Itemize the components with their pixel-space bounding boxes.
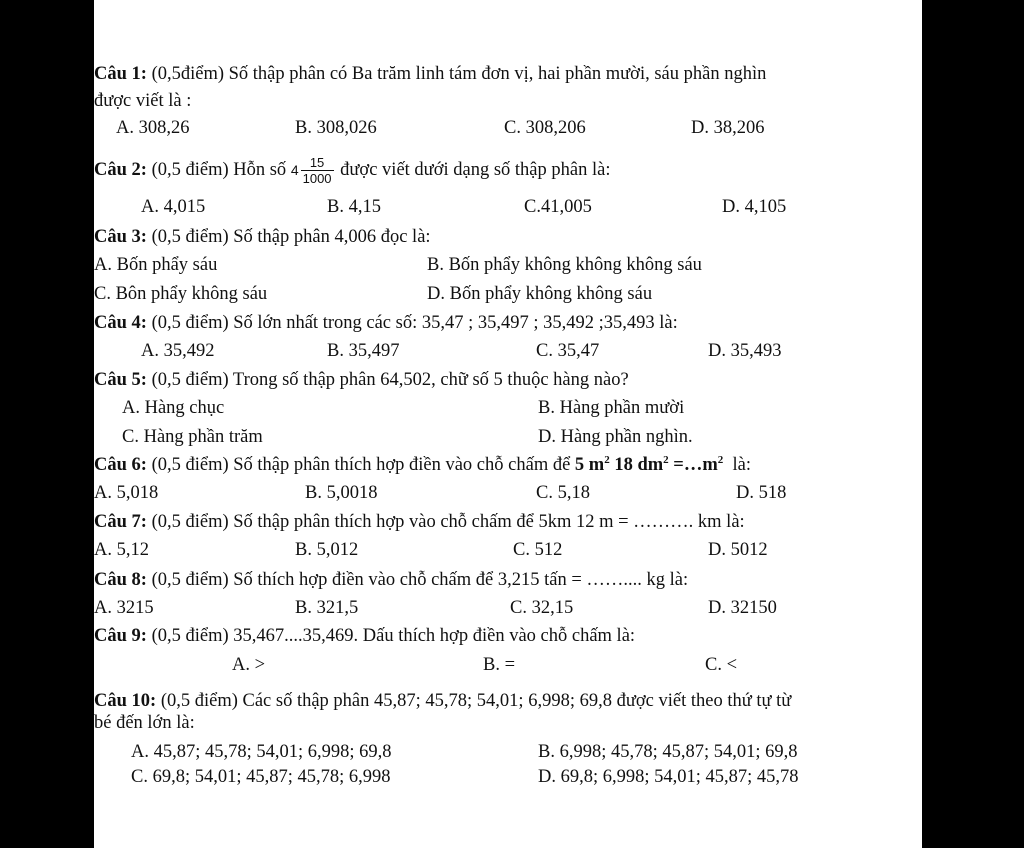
q2-option-b[interactable]: B. 4,15 bbox=[327, 197, 381, 217]
q3-option-c[interactable]: C. Bôn phẩy không sáu bbox=[94, 284, 268, 304]
question-9-text: (0,5 điểm) 35,467....35,469. Dấu thích hợp điền vào chỗ chấm là: bbox=[151, 626, 636, 646]
expr-sup-b: 2 bbox=[663, 453, 669, 466]
question-10-label: Câu 10: bbox=[94, 691, 157, 711]
q9-option-b[interactable]: B. = bbox=[483, 655, 516, 675]
fraction-numerator: 15 bbox=[301, 155, 334, 171]
q1-option-a[interactable]: A. 308,26 bbox=[116, 118, 190, 138]
worksheet-page bbox=[94, 0, 922, 848]
mixed-number-whole: 4 bbox=[290, 161, 299, 178]
question-4 bbox=[94, 312, 678, 334]
question-8-text: (0,5 điểm) Số thích hợp điền vào chỗ chấm để 3,215 tấn = …….... kg là: bbox=[151, 570, 689, 590]
question-1 bbox=[94, 63, 766, 85]
q4-option-c[interactable]: C. 35,47 bbox=[536, 341, 600, 361]
q6-option-d[interactable]: D. 518 bbox=[736, 483, 787, 503]
question-2 bbox=[94, 155, 610, 186]
q5-option-b[interactable]: B. Hàng phần mười bbox=[538, 398, 685, 418]
q10-option-b[interactable]: B. 6,998; 45,78; 45,87; 54,01; 69,8 bbox=[538, 742, 798, 762]
question-1-label: Câu 1: bbox=[94, 64, 147, 84]
q4-option-b[interactable]: B. 35,497 bbox=[327, 341, 400, 361]
question-1-text: (0,5điểm) Số thập phân có Ba trăm linh tám đơn vị, hai phần mười, sáu phần nghìn bbox=[151, 64, 767, 84]
question-6-label: Câu 6: bbox=[94, 455, 147, 475]
question-9-label: Câu 9: bbox=[94, 626, 147, 646]
q7-option-d[interactable]: D. 5012 bbox=[708, 540, 768, 560]
q10-option-d[interactable]: D. 69,8; 6,998; 54,01; 45,87; 45,78 bbox=[538, 767, 799, 787]
question-5-label: Câu 5: bbox=[94, 370, 147, 390]
q8-option-b[interactable]: B. 321,5 bbox=[295, 598, 359, 618]
q1-option-d[interactable]: D. 38,206 bbox=[691, 118, 765, 138]
question-3 bbox=[94, 226, 431, 248]
question-9 bbox=[94, 625, 635, 647]
q3-option-b[interactable]: B. Bốn phẩy không không không sáu bbox=[427, 255, 702, 275]
q6-option-b[interactable]: B. 5,0018 bbox=[305, 483, 378, 503]
expr-part-c: =…m bbox=[673, 455, 718, 475]
question-8-label: Câu 8: bbox=[94, 570, 147, 590]
q2-option-a[interactable]: A. 4,015 bbox=[141, 197, 206, 217]
q4-option-a[interactable]: A. 35,492 bbox=[141, 341, 215, 361]
question-5 bbox=[94, 369, 629, 391]
mixed-number-fraction bbox=[301, 155, 334, 186]
question-7-label: Câu 7: bbox=[94, 512, 147, 532]
area-expression bbox=[575, 455, 723, 475]
expr-sup-c: 2 bbox=[717, 453, 724, 466]
expr-part-a: 5 m bbox=[574, 455, 605, 475]
q10-option-c[interactable]: C. 69,8; 54,01; 45,87; 45,78; 6,998 bbox=[131, 767, 391, 787]
question-2-label: Câu 2: bbox=[94, 159, 147, 180]
q6-option-c[interactable]: C. 5,18 bbox=[536, 483, 590, 503]
question-10-text-cont: bé đến lớn là: bbox=[94, 713, 195, 733]
q1-option-b[interactable]: B. 308,026 bbox=[295, 118, 377, 138]
question-6 bbox=[94, 454, 751, 476]
q3-option-d[interactable]: D. Bốn phẩy không không sáu bbox=[427, 284, 653, 304]
question-6-text: (0,5 điểm) Số thập phân thích hợp điền vào chỗ chấm để bbox=[151, 455, 571, 475]
q10-option-a[interactable]: A. 45,87; 45,78; 54,01; 6,998; 69,8 bbox=[131, 742, 392, 762]
q2-option-c[interactable]: C.41,005 bbox=[524, 197, 592, 217]
q7-option-a[interactable]: A. 5,12 bbox=[94, 540, 149, 560]
question-6-text-after: là: bbox=[732, 455, 751, 475]
question-7-text: (0,5 điểm) Số thập phân thích hợp vào chỗ chấm để 5km 12 m = ………. km là: bbox=[151, 512, 745, 532]
question-3-label: Câu 3: bbox=[94, 227, 147, 247]
question-4-label: Câu 4: bbox=[94, 313, 147, 333]
expr-sup-a: 2 bbox=[604, 453, 610, 466]
q9-option-c[interactable]: C. < bbox=[705, 655, 738, 675]
q4-option-d[interactable]: D. 35,493 bbox=[708, 341, 782, 361]
question-8 bbox=[94, 569, 688, 591]
expr-part-b: 18 dm bbox=[614, 455, 664, 475]
question-10 bbox=[94, 690, 791, 712]
q9-option-a[interactable]: A. > bbox=[232, 655, 266, 675]
q5-option-a[interactable]: A. Hàng chục bbox=[122, 398, 225, 418]
question-2-text-before: (0,5 điểm) Hỗn số bbox=[151, 159, 287, 180]
q8-option-d[interactable]: D. 32150 bbox=[708, 598, 777, 618]
q7-option-c[interactable]: C. 512 bbox=[513, 540, 563, 560]
q7-option-b[interactable]: B. 5,012 bbox=[295, 540, 359, 560]
question-10-text: (0,5 điểm) Các số thập phân 45,87; 45,78; 54,01; 6,998; 69,8 được viết theo thứ tự từ bbox=[160, 691, 792, 711]
q1-option-c[interactable]: C. 308,206 bbox=[504, 118, 586, 138]
q5-option-d[interactable]: D. Hàng phần nghìn. bbox=[538, 427, 693, 447]
question-7 bbox=[94, 511, 745, 533]
q6-option-a[interactable]: A. 5,018 bbox=[94, 483, 159, 503]
q3-option-a[interactable]: A. Bốn phẩy sáu bbox=[94, 255, 218, 275]
question-4-text: (0,5 điểm) Số lớn nhất trong các số: 35,47 ; 35,497 ; 35,492 ;35,493 là: bbox=[151, 313, 678, 333]
q8-option-a[interactable]: A. 3215 bbox=[94, 598, 154, 618]
question-5-text: (0,5 điểm) Trong số thập phân 64,502, chữ số 5 thuộc hàng nào? bbox=[151, 370, 629, 390]
question-3-text: (0,5 điểm) Số thập phân 4,006 đọc là: bbox=[151, 227, 431, 247]
q2-option-d[interactable]: D. 4,105 bbox=[722, 197, 787, 217]
q5-option-c[interactable]: C. Hàng phần trăm bbox=[122, 427, 263, 447]
question-2-text-after: được viết dưới dạng số thập phân là: bbox=[340, 159, 611, 180]
fraction-denominator: 1000 bbox=[302, 171, 332, 186]
question-1-text-cont: được viết là : bbox=[94, 91, 192, 111]
q8-option-c[interactable]: C. 32,15 bbox=[510, 598, 574, 618]
